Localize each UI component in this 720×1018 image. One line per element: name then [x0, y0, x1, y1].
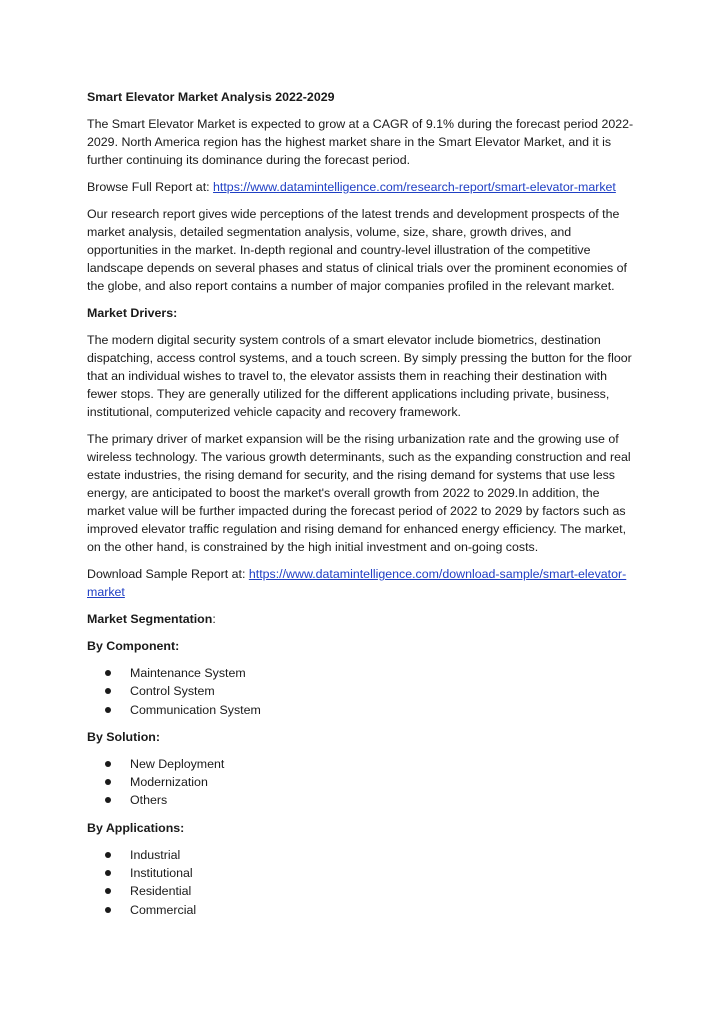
market-drivers-heading: Market Drivers: [87, 306, 178, 320]
list-item: Modernization [87, 773, 640, 791]
drivers-paragraph-2: The primary driver of market expansion will be the rising urbanization rate and the growing use of wireless technology. The various growth determinants, such as the expanding construction and real estate industries, the rising demand for security, and the rising demand for systems that use less energy, are anticipated to boost the market's overall growth from 2022 to 2029.In addition, the market value will be further impacted during the forecast period of 2022 to 2029 by factors such as improved elevator traffic regulation and rising demand for enhanced energy efficiency. The market, on the other hand, is constrained by the high initial investment and on-going costs. [87, 432, 631, 554]
bullet-icon [105, 779, 111, 785]
bullet-icon [105, 797, 111, 803]
applications-list [87, 846, 640, 919]
list-item: Control System [87, 682, 640, 700]
bullet-icon [105, 870, 111, 876]
list-item: Commercial [87, 901, 640, 919]
by-component-heading: By Component: [87, 639, 180, 653]
list-item: Institutional [87, 864, 640, 882]
download-sample-link[interactable]: https://www.datamintelligence.com/download-sample/smart-elevator-market [87, 567, 627, 599]
list-item: Communication System [87, 701, 640, 719]
research-paragraph: Our research report gives wide perceptions of the latest trends and development prospects of the market analysis, detailed segmentation analysis, volume, size, share, growth drives, and opportunities in the market. In-depth regional and country-level illustration of the competitive landscape depends on several phases and status of clinical trials over the prominent economies of the globe, and also report contains a number of major companies profiled in the relevant market. [87, 207, 627, 293]
list-item: Residential [87, 882, 640, 900]
market-segmentation-heading [87, 610, 640, 628]
bullet-icon [105, 888, 111, 894]
list-item: Others [87, 791, 640, 809]
download-sample-line [87, 565, 640, 601]
list-item: Maintenance System [87, 664, 640, 682]
list-item: Industrial [87, 846, 640, 864]
browse-report-line [87, 178, 640, 196]
browse-report-link[interactable]: https://www.datamintelligence.com/research-report/smart-elevator-market [213, 180, 616, 194]
bullet-icon [105, 907, 111, 913]
by-applications-heading: By Applications: [87, 820, 185, 835]
drivers-paragraph-1: The modern digital security system controls of a smart elevator include biometrics, destination dispatching, access control systems, and a touch screen. By simply pressing the button for the floor that an individual wishes to travel to, the elevator assists them in reaching their destination with fewer stops. They are generally utilized for the different applications including private, business, institutional, computerized vehicle capacity and recovery framework. [87, 333, 632, 419]
bullet-icon [105, 688, 111, 694]
solution-list [87, 755, 640, 810]
by-solution-heading: By Solution: [87, 729, 160, 744]
browse-report-label: Browse Full Report at: [87, 180, 214, 194]
bullet-icon [105, 707, 111, 713]
bullet-icon [105, 761, 111, 767]
market-segmentation-colon: : [212, 612, 216, 626]
intro-paragraph: The Smart Elevator Market is expected to grow at a CAGR of 9.1% during the forecast period 2022-2029. North America region has the highest market share in the Smart Elevator Market, and it is further continuing its dominance during the forecast period. [87, 117, 634, 167]
document-title: Smart Elevator Market Analysis 2022-2029 [87, 90, 335, 104]
bullet-icon [105, 852, 111, 858]
component-list [87, 664, 640, 719]
download-sample-label: Download Sample Report at: [87, 567, 249, 581]
market-segmentation-label: Market Segmentation [87, 612, 213, 626]
list-item: New Deployment [87, 755, 640, 773]
bullet-icon [105, 670, 111, 676]
